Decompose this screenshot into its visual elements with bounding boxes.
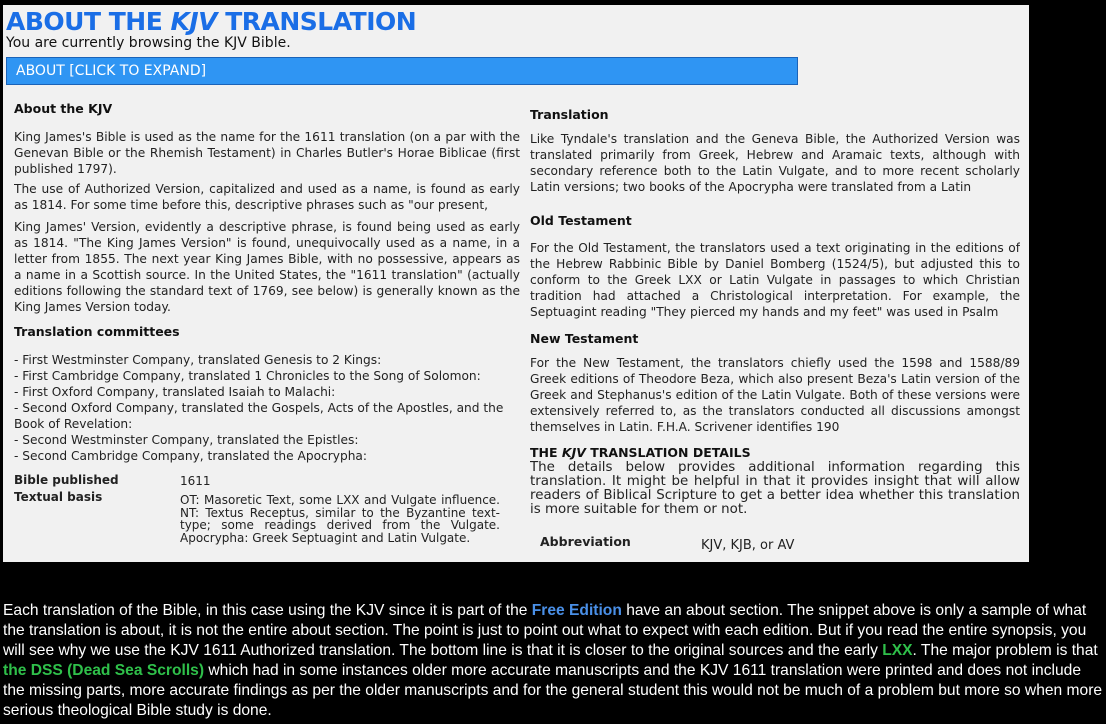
about-panel: [3, 5, 1029, 562]
list-item: - First Cambridge Company, translated 1 Chronicles to the Song of Solomon:: [14, 369, 481, 383]
about-kjv-heading: About the KJV: [14, 101, 113, 116]
old-testament-paragraph: For the Old Testament, the translators used a text originating in the editions of the Hebrew Rabbinic Bible by Daniel Bomberg (1524/5), but adjusted this to conform to the Greek LXX or Latin Vulgate in passages to which Christian tradition had attached a Christological interpretation. For example, the Septuagint reading "They pierced my hands and my feet" was used in Psalm: [530, 241, 1020, 319]
dss-link[interactable]: the DSS (Dead Sea Scrolls): [3, 662, 205, 679]
explanation-text: [3, 601, 1105, 721]
bible-published-value: 1611: [180, 474, 211, 488]
list-item: - Second Cambridge Company, translated the Apocrypha:: [14, 449, 367, 463]
about-paragraph-3: King James' Version, evidently a descriptive phrase, is found being used as early as 1814. "The King James Version" is found, unequivocally used as a name, in a letter from 1855. The next year King James Bible, with no possessive, appears as a name in a Scottish source. In the United States, the "1611 translation" (actually editions following the standard text of 1769, see below) is generally known as the King James Version today.: [14, 220, 520, 314]
free-edition-link[interactable]: Free Edition: [531, 602, 622, 619]
bible-published-label: Bible published: [14, 473, 119, 487]
title-prefix: ABOUT THE: [6, 7, 171, 36]
page-title: [6, 7, 416, 36]
committees-list: [14, 352, 520, 464]
translation-details-heading: [530, 445, 751, 460]
details-heading-prefix: THE: [530, 445, 562, 460]
new-testament-paragraph: For the New Testament, the translators chiefly used the 1598 and 1588/89 Greek editions of Theodore Beza, which also present Beza's Latin version of the Greek and Stephanus's edition of the Latin Vulgate. Both of these versions were extensively referred to, as the translators conducted all discussions amongst themselves in Latin. F.H.A. Scrivener identifies 190: [530, 356, 1020, 434]
about-paragraph-2: The use of Authorized Version, capitalized and used as a name, is found as early as 1814. For some time before this, descriptive phrases such as "our present,: [14, 182, 520, 212]
old-testament-heading: Old Testament: [530, 213, 632, 228]
browsing-subtitle: You are currently browsing the KJV Bible.: [6, 35, 291, 51]
list-item: Book of Revelation:: [14, 417, 133, 431]
details-heading-suffix: TRANSLATION DETAILS: [585, 445, 751, 460]
list-item: - Second Westminster Company, translated the Epistles:: [14, 433, 359, 447]
abbreviation-label: Abbreviation: [540, 534, 631, 549]
about-expand-button[interactable]: ABOUT [CLICK TO EXPAND]: [6, 57, 798, 85]
about-paragraph-1: King James's Bible is used as the name for the 1611 translation (on a par with the Genevan Bible or the Rhemish Testament) in Charles Butler's Horae Biblicae (first published 1797).: [14, 130, 520, 176]
title-emphasis: KJV: [170, 7, 218, 36]
explanation-part-2: have an about section. The snippet above is only a sample of what the translation is about, it is not the entire about section. The point is just to point out what to expect with each edition. But if you read the entire synopsis, you will see why we use the KJV 1611 Authorized translation. The bottom line is that it is closer to the original sources and the early: [3, 602, 1087, 659]
title-suffix: TRANSLATION: [217, 7, 417, 36]
committees-heading: Translation committees: [14, 324, 180, 339]
list-item: - Second Oxford Company, translated the Gospels, Acts of the Apostles, and the: [14, 401, 504, 415]
textual-basis-value: OT: Masoretic Text, some LXX and Vulgate influence. NT: Textus Receptus, similar to the Byzantine text-type; some readings derived from the Vulgate. Apocrypha: Greek Septuagint and Latin Vulgate.: [180, 493, 500, 545]
new-testament-heading: New Testament: [530, 331, 639, 346]
details-heading-emphasis: KJV: [561, 445, 586, 460]
list-item: - First Westminster Company, translated Genesis to 2 Kings:: [14, 353, 382, 367]
explanation-part-1: Each translation of the Bible, in this case using the KJV since it is part of the: [3, 602, 532, 619]
lxx-link[interactable]: LXX: [882, 642, 913, 659]
translation-details-paragraph: The details below provides additional information regarding this translation. It might be helpful in that it provides insight that will allow readers of Biblical Scripture to get a better idea whether this translation is more suitable for them or not.: [530, 461, 1020, 517]
list-item: - First Oxford Company, translated Isaiah to Malachi:: [14, 385, 336, 399]
textual-basis-label: Textual basis: [14, 490, 103, 504]
abbreviation-value: KJV, KJB, or AV: [701, 538, 795, 553]
translation-heading: Translation: [530, 107, 609, 122]
explanation-part-3: . The major problem is that: [912, 642, 1098, 659]
explanation-part-4: which had in some instances older more accurate manuscripts and the KJV 1611 translation were printed and does not include the missing parts, more accurate findings as per the older manuscripts and for the general student this would not be much of a problem but more so when more serious theological Bible study is done.: [3, 662, 1103, 719]
translation-paragraph: Like Tyndale's translation and the Geneva Bible, the Authorized Version was translated primarily from Greek, Hebrew and Aramaic texts, although with secondary reference both to the Latin Vulgate, and to more recent scholarly Latin versions; two books of the Apocrypha were translated from a Latin: [530, 132, 1020, 194]
